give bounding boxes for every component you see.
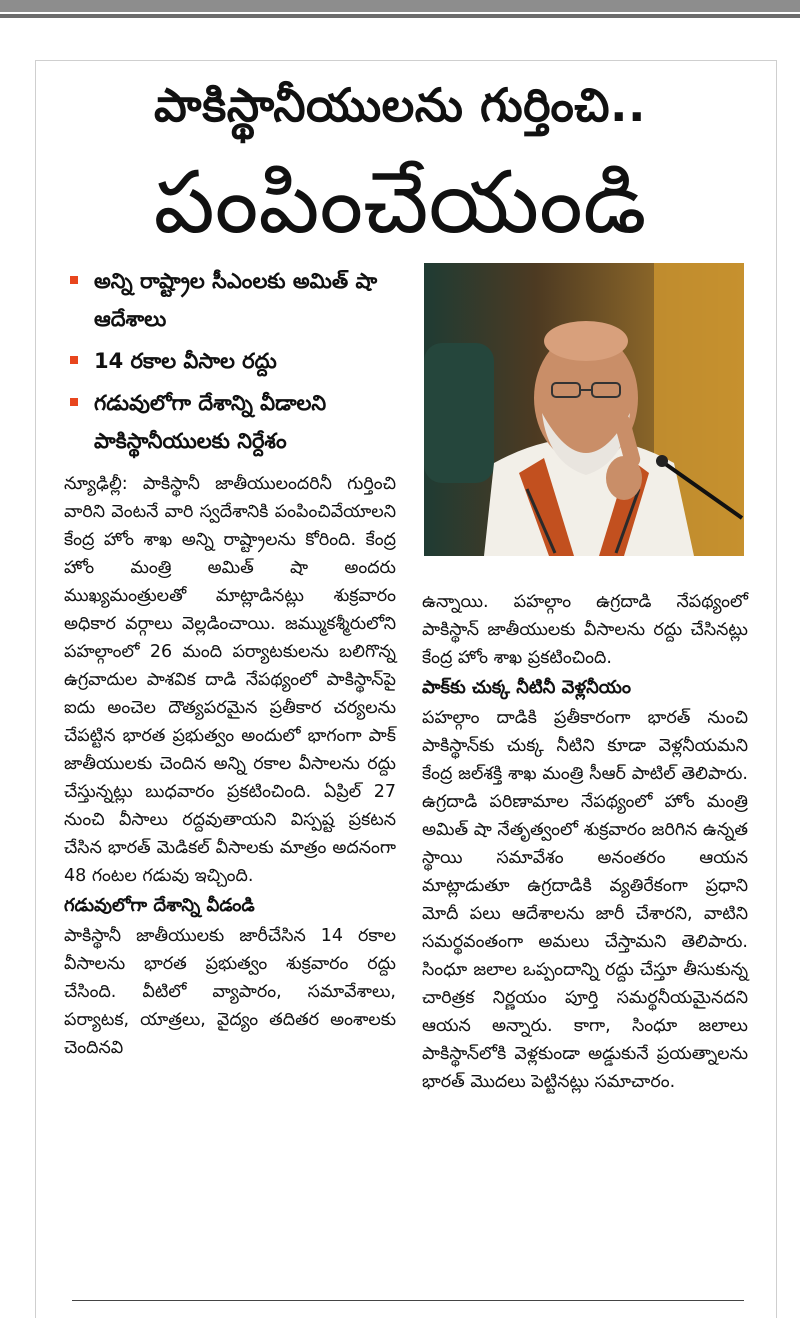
right-paragraph-1: ఉన్నాయి. పహల్గాం ఉగ్రదాడి నేపథ్యంలో పాకిస్థాన్ జాతీయులకు వీసాలను రద్దు చేసినట్లు కేంద్ర హోం శాఖ ప్రకటించింది.	[422, 592, 748, 668]
article-kicker: పాకిస్థానీయులను గుర్తించి..	[154, 78, 646, 132]
bottom-rule	[72, 1300, 744, 1301]
highlight-item	[68, 384, 418, 460]
news-photo	[424, 263, 744, 556]
highlight-item	[68, 342, 418, 380]
speaker-photo-illustration	[424, 263, 744, 556]
highlight-text: అన్ని రాష్ట్రాల సీఎంలకు అమిత్ షా ఆదేశాలు	[94, 269, 378, 331]
right-paragraph-2: పహల్గాం దాడికి ప్రతీకారంగా భారత్ నుంచి పాకిస్థాన్‌కు చుక్క నీటిని కూడా వెళ్లనీయమని కేంద్ర జల్‌శక్తి శాఖ మంత్రి సీఆర్ పాటిల్ తెలిపారు. ఉగ్రదాడి పరిణామాల నేపథ్యంలో హోం మంత్రి అమిత్ షా నేతృత్వంలో శుక్రవారం జరిగిన ఉన్నత స్థాయి సమావేశం అనంతరం ఆయన మాట్లాడుతూ ఉగ్రదాడికి వ్యతిరేకంగా ప్రధాని మోదీ పలు ఆదేశాలను జారీ చేశారని, వాటిని సమర్థవంతంగా అమలు చేస్తామని తెలిపారు. సింధూ జలాల ఒప్పందాన్ని రద్దు చేస్తూ తీసుకున్న చారిత్రక నిర్ణయం పూర్తి సమర్థనీయమైనదని ఆయన అన్నారు. కాగా, సింధూ జలాలు పాకిస్థాన్‌లోకి వెళ్లకుండా అడ్డుకునే ప్రయత్నాలను భారత్ మొదలు పెట్టినట్లు సమాచారం.	[422, 708, 748, 1092]
top-rule-thin	[0, 14, 800, 18]
right-subhead: పాక్‌కు చుక్క నీటినీ వెళ్లనీయం	[422, 677, 631, 698]
bullet-square-icon	[70, 398, 78, 406]
bullet-square-icon	[70, 276, 78, 284]
highlight-item	[68, 262, 418, 338]
highlights-list	[68, 262, 418, 464]
highlight-text: 14 రకాల వీసాల రద్దు	[94, 349, 277, 373]
bullet-square-icon	[70, 356, 78, 364]
article-headline: పంపించేయండి	[153, 153, 647, 253]
right-column	[422, 588, 748, 1096]
left-paragraph-1: న్యూఢిల్లీ: పాకిస్థానీ జాతీయులందరినీ గుర్తించి వారిని వెంటనే వారి స్వదేశానికి పంపించివేయాలని కేంద్ర హోం శాఖ అన్ని రాష్ట్రాలను కోరింది. కేంద్ర హోం మంత్రి అమిత్ షా అందరు ముఖ్యమంత్రులతో మాట్లాడినట్లు శుక్రవారం అధికార వర్గాలు వెల్లడించాయి. జమ్ముకశ్మీరులోని పహల్గాంలో 26 మంది పర్యాటకులను బలిగొన్న ఉగ్రవాదుల పాశవిక దాడి నేపథ్యంలో పాకిస్థాన్‌పై ఐదు అంచెల దౌత్యపరమైన ప్రతీకార చర్యలను చేపట్టిన భారత ప్రభుత్వం అందులో భాగంగా పాక్ జాతీయులకు చెందిన అన్ని రకాల వీసాలను రద్దు చేస్తున్నట్లు బుధవారం ప్రకటించింది. ఏప్రిల్ 27 నుంచి వీసాలు రద్దవుతాయని విస్పష్ట ప్రకటన చేసిన భారత్ మెడికల్ వీసాలకు మాత్రం అదనంగా 48 గంటల గడువు ఇచ్చింది.	[64, 474, 396, 886]
highlight-text: గడువులోగా దేశాన్ని వీడాలని పాకిస్థానీయులకు నిర్దేశం	[94, 391, 327, 453]
left-paragraph-2: పాకిస్థానీ జాతీయులకు జారీచేసిన 14 రకాల వీసాలను భారత ప్రభుత్వం శుక్రవారం రద్దు చేసింది. వీటిలో వ్యాపారం, సమావేశాలు, పర్యాటక, యాత్రలు, వైద్యం తదితర అంశాలకు చెందినవి	[64, 926, 396, 1058]
top-rule-thick	[0, 0, 800, 12]
left-column	[64, 470, 396, 1062]
left-subhead: గడువులోగా దేశాన్ని వీడండి	[64, 895, 255, 916]
